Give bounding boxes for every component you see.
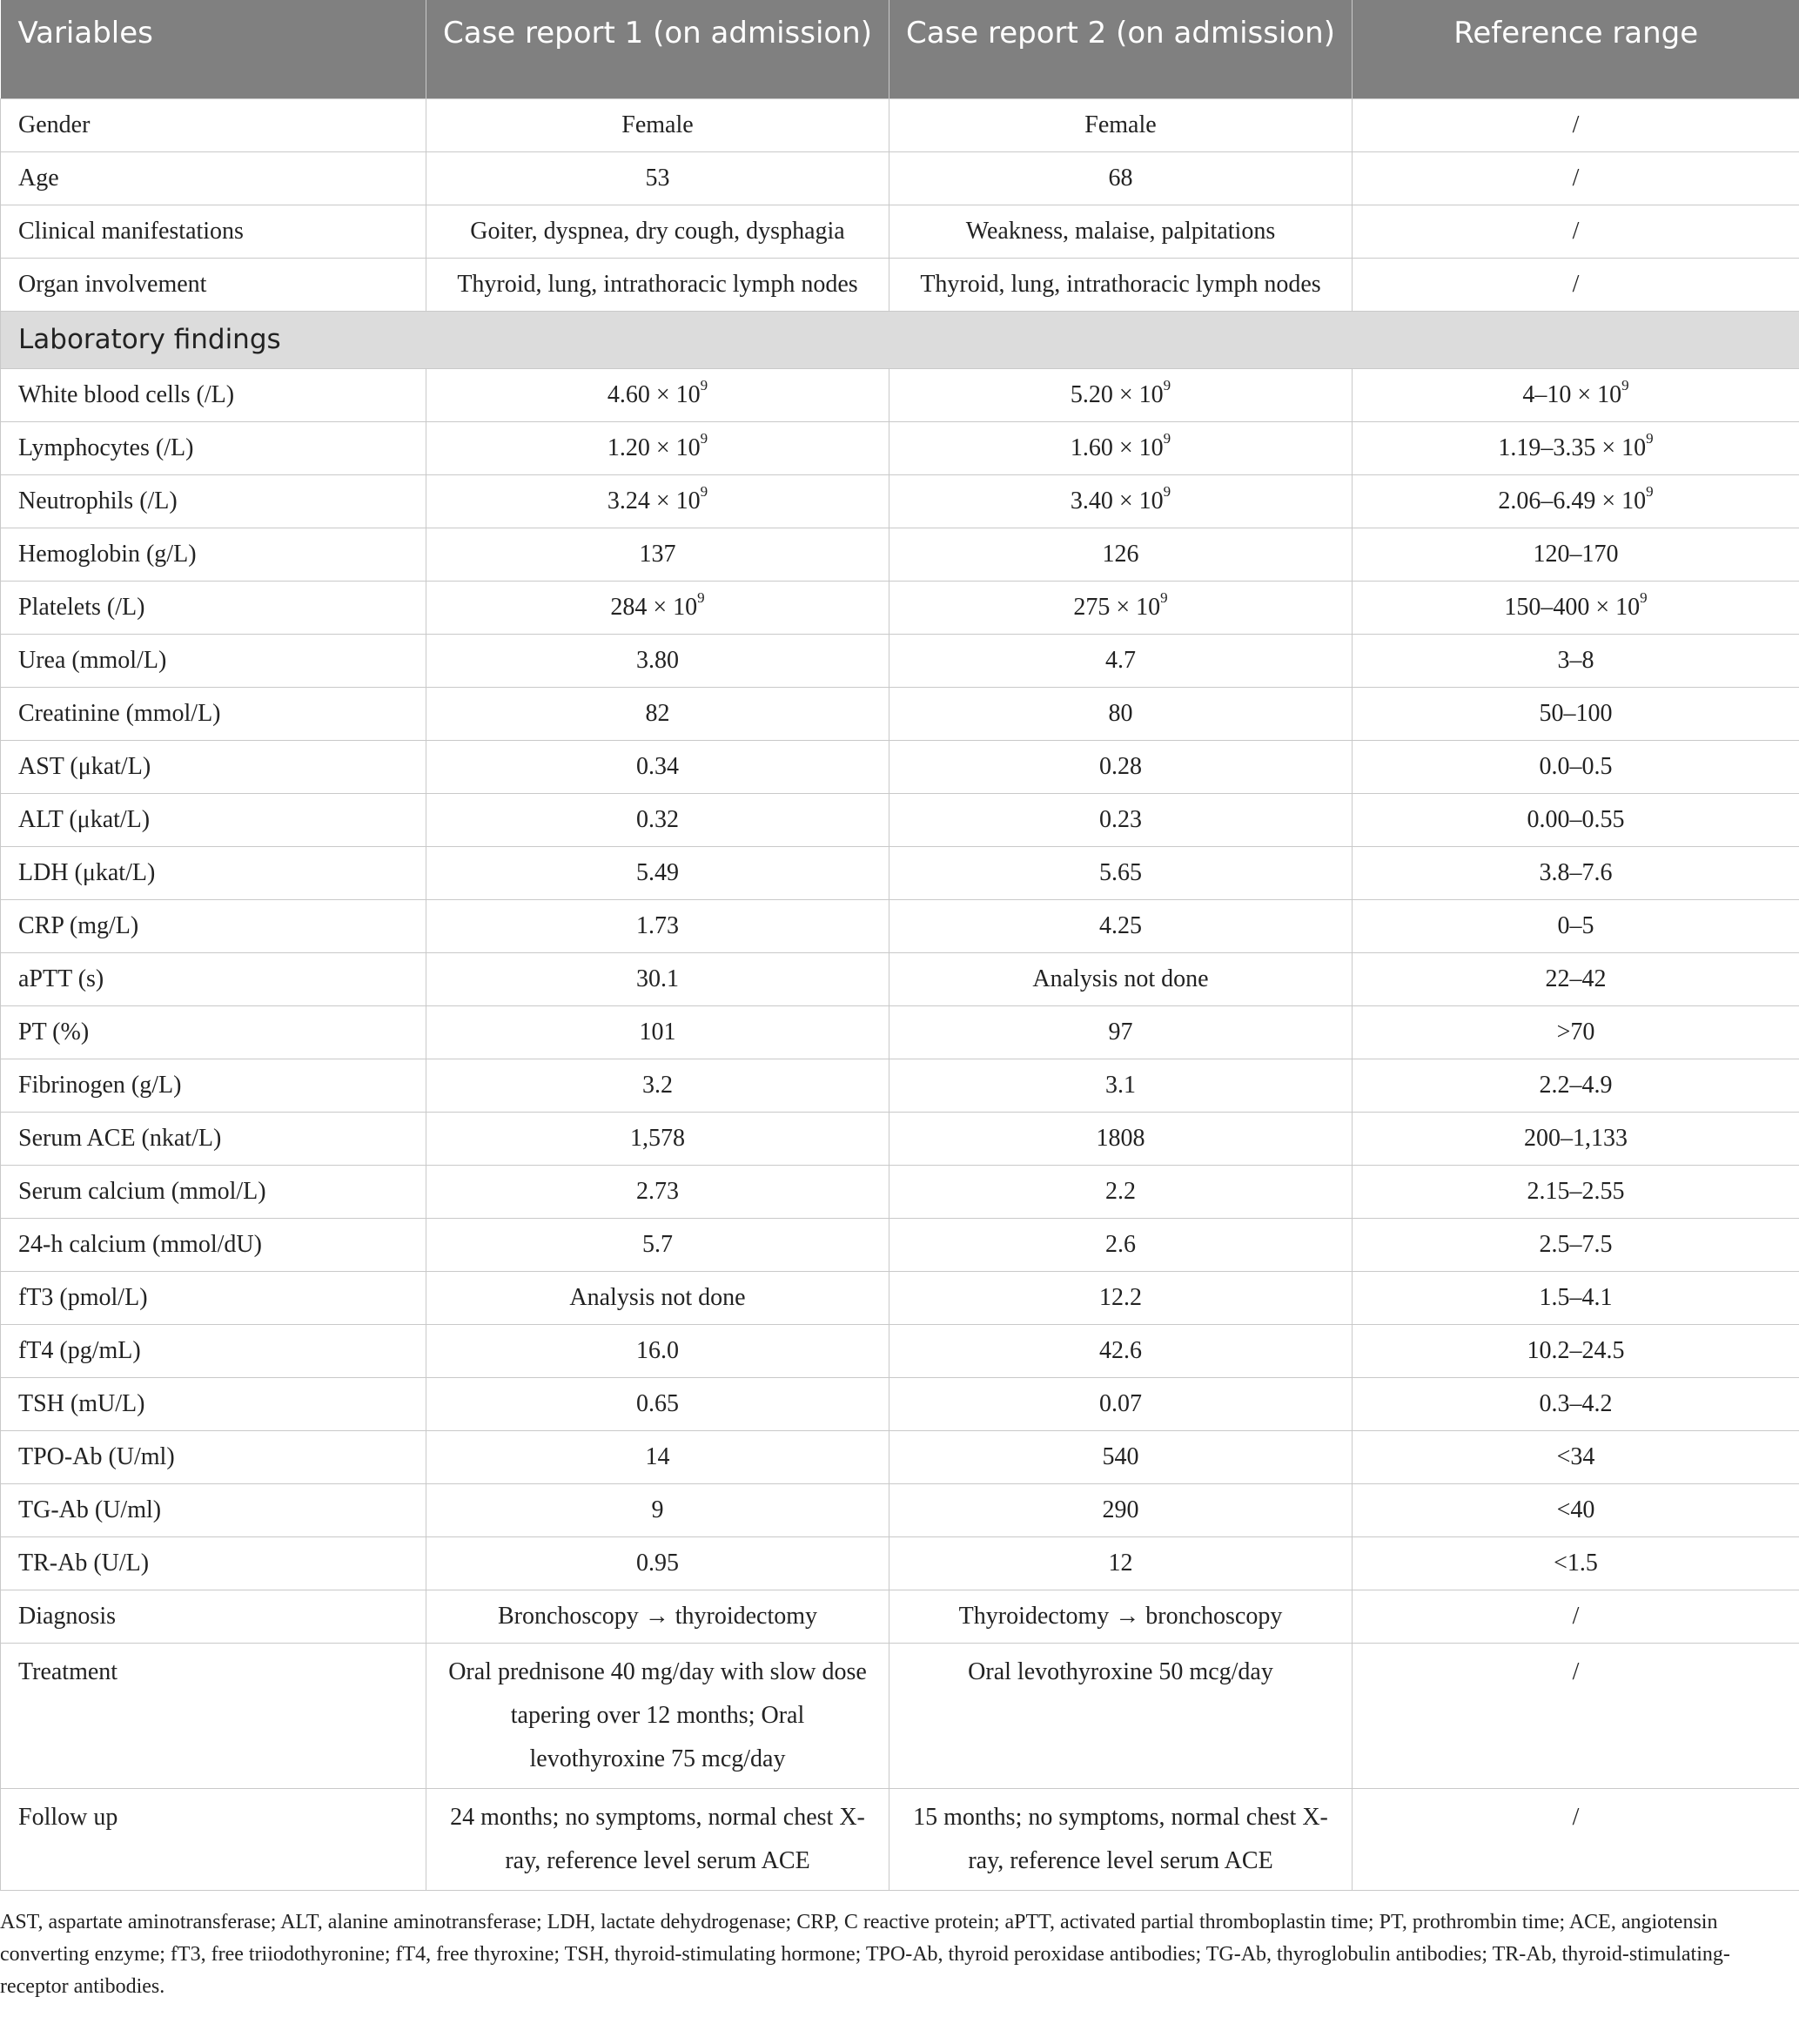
case-2-value: 68 bbox=[889, 151, 1353, 205]
value-exponent: 9 bbox=[700, 377, 708, 394]
case-2-value: Thyroid, lung, intrathoracic lymph nodes bbox=[889, 258, 1353, 311]
table-row bbox=[1, 1324, 1799, 1377]
case-2-value: 42.6 bbox=[889, 1324, 1353, 1377]
reference-value: / bbox=[1353, 98, 1799, 151]
reference-value: 50–100 bbox=[1353, 687, 1799, 740]
table-row bbox=[1, 1112, 1799, 1165]
value-mantissa: 1.20 × 10 bbox=[607, 434, 701, 461]
value-mantissa: 150–400 × 10 bbox=[1504, 593, 1641, 621]
reference-value: 0.0–0.5 bbox=[1353, 740, 1799, 793]
value-exponent: 9 bbox=[1163, 483, 1171, 501]
case-1-value: 5.49 bbox=[426, 846, 889, 899]
row-label: Serum ACE (nkat/L) bbox=[1, 1112, 426, 1165]
table-row bbox=[1, 1536, 1799, 1590]
row-label: aPTT (s) bbox=[1, 952, 426, 1005]
case-2-value: 4.25 bbox=[889, 899, 1353, 952]
case-2-value: 12.2 bbox=[889, 1271, 1353, 1324]
table-row bbox=[1, 740, 1799, 793]
row-label: AST (μkat/L) bbox=[1, 740, 426, 793]
reference-value: 2.15–2.55 bbox=[1353, 1165, 1799, 1218]
reference-value: 10.2–24.5 bbox=[1353, 1324, 1799, 1377]
value-mantissa: 1.60 × 10 bbox=[1070, 434, 1164, 461]
case-1-value: 3.2 bbox=[426, 1059, 889, 1112]
table-row bbox=[1, 1643, 1799, 1788]
row-label: TPO-Ab (U/ml) bbox=[1, 1430, 426, 1483]
case-2-value: 2.6 bbox=[889, 1218, 1353, 1271]
row-label: Neutrophils (/L) bbox=[1, 474, 426, 528]
value-mantissa: 2.06–6.49 × 10 bbox=[1498, 487, 1647, 514]
case-2-value: Female bbox=[889, 98, 1353, 151]
case-1-value: 0.95 bbox=[426, 1536, 889, 1590]
reference-value: 3–8 bbox=[1353, 634, 1799, 687]
reference-value: / bbox=[1353, 1788, 1799, 1890]
header-reference-range: Reference range bbox=[1353, 0, 1799, 98]
table-row bbox=[1, 952, 1799, 1005]
reference-value: 0.00–0.55 bbox=[1353, 793, 1799, 846]
case-1-value: 0.34 bbox=[426, 740, 889, 793]
case-2-value: Weakness, malaise, palpitations bbox=[889, 205, 1353, 258]
row-label: Urea (mmol/L) bbox=[1, 634, 426, 687]
case-2-value: 5.65 bbox=[889, 846, 1353, 899]
value-exponent: 9 bbox=[700, 430, 708, 447]
case-1-value bbox=[426, 368, 889, 421]
reference-value: <34 bbox=[1353, 1430, 1799, 1483]
case-1-value: 53 bbox=[426, 151, 889, 205]
row-label: Diagnosis bbox=[1, 1590, 426, 1643]
case-2-value: Thyroidectomy → bronchoscopy bbox=[889, 1590, 1353, 1643]
reference-value: 120–170 bbox=[1353, 528, 1799, 581]
reference-value: / bbox=[1353, 205, 1799, 258]
reference-value: 2.2–4.9 bbox=[1353, 1059, 1799, 1112]
case-2-value: 4.7 bbox=[889, 634, 1353, 687]
row-label: CRP (mg/L) bbox=[1, 899, 426, 952]
table-row bbox=[1, 1165, 1799, 1218]
case-1-value: 1,578 bbox=[426, 1112, 889, 1165]
value-mantissa: 3.40 × 10 bbox=[1070, 487, 1164, 514]
table-row bbox=[1, 1059, 1799, 1112]
value-mantissa: 284 × 10 bbox=[610, 593, 698, 621]
case-2-value: 540 bbox=[889, 1430, 1353, 1483]
case-2-value: 15 months; no symptoms, normal chest X-ray, reference level serum ACE bbox=[889, 1788, 1353, 1890]
case-1-value: 0.65 bbox=[426, 1377, 889, 1430]
case-1-value: 1.73 bbox=[426, 899, 889, 952]
reference-value bbox=[1353, 421, 1799, 474]
value-exponent: 9 bbox=[697, 589, 705, 607]
case-1-value bbox=[426, 421, 889, 474]
case-2-value: 126 bbox=[889, 528, 1353, 581]
row-label: Fibrinogen (g/L) bbox=[1, 1059, 426, 1112]
case-1-value: 3.80 bbox=[426, 634, 889, 687]
case-1-value: 9 bbox=[426, 1483, 889, 1536]
reference-value bbox=[1353, 368, 1799, 421]
case-1-value: Thyroid, lung, intrathoracic lymph nodes bbox=[426, 258, 889, 311]
table-row bbox=[1, 846, 1799, 899]
table-row bbox=[1, 1483, 1799, 1536]
case-2-value: 12 bbox=[889, 1536, 1353, 1590]
table-row bbox=[1, 421, 1799, 474]
case-1-value: Goiter, dyspnea, dry cough, dysphagia bbox=[426, 205, 889, 258]
case-2-value bbox=[889, 474, 1353, 528]
case-1-value: 2.73 bbox=[426, 1165, 889, 1218]
reference-value: 0–5 bbox=[1353, 899, 1799, 952]
case-2-value bbox=[889, 368, 1353, 421]
reference-value: / bbox=[1353, 151, 1799, 205]
row-label: PT (%) bbox=[1, 1005, 426, 1059]
case-2-value: 290 bbox=[889, 1483, 1353, 1536]
row-label: Follow up bbox=[1, 1788, 426, 1890]
value-exponent: 9 bbox=[1646, 483, 1654, 501]
row-label: TR-Ab (U/L) bbox=[1, 1536, 426, 1590]
reference-value: 3.8–7.6 bbox=[1353, 846, 1799, 899]
table-row bbox=[1, 1005, 1799, 1059]
table-row bbox=[1, 687, 1799, 740]
value-mantissa: 5.20 × 10 bbox=[1070, 380, 1164, 408]
row-label: TSH (mU/L) bbox=[1, 1377, 426, 1430]
case-1-value bbox=[426, 581, 889, 634]
value-exponent: 9 bbox=[1163, 430, 1171, 447]
table-row bbox=[1, 899, 1799, 952]
table-row bbox=[1, 151, 1799, 205]
row-label: TG-Ab (U/ml) bbox=[1, 1483, 426, 1536]
table-row bbox=[1, 98, 1799, 151]
row-label: Lymphocytes (/L) bbox=[1, 421, 426, 474]
reference-value: 200–1,133 bbox=[1353, 1112, 1799, 1165]
reference-value: 0.3–4.2 bbox=[1353, 1377, 1799, 1430]
header-case-2: Case report 2 (on admission) bbox=[889, 0, 1353, 98]
reference-value: 22–42 bbox=[1353, 952, 1799, 1005]
case-1-value: 101 bbox=[426, 1005, 889, 1059]
table-row bbox=[1, 474, 1799, 528]
table-row bbox=[1, 1430, 1799, 1483]
case-1-value: 24 months; no symptoms, normal chest X-ray, reference level serum ACE bbox=[426, 1788, 889, 1890]
case-1-value bbox=[426, 474, 889, 528]
case-1-value: Female bbox=[426, 98, 889, 151]
case-2-value: 2.2 bbox=[889, 1165, 1353, 1218]
reference-value: / bbox=[1353, 1643, 1799, 1788]
case-2-value: 0.23 bbox=[889, 793, 1353, 846]
row-label: 24-h calcium (mmol/dU) bbox=[1, 1218, 426, 1271]
case-1-value: 5.7 bbox=[426, 1218, 889, 1271]
row-label: Platelets (/L) bbox=[1, 581, 426, 634]
case-1-value: Bronchoscopy → thyroidectomy bbox=[426, 1590, 889, 1643]
row-label: fT3 (pmol/L) bbox=[1, 1271, 426, 1324]
table-row bbox=[1, 258, 1799, 311]
case-2-value: 0.28 bbox=[889, 740, 1353, 793]
case-2-value: 80 bbox=[889, 687, 1353, 740]
table-row bbox=[1, 793, 1799, 846]
reference-value: 1.5–4.1 bbox=[1353, 1271, 1799, 1324]
table-row bbox=[1, 368, 1799, 421]
table-row bbox=[1, 1218, 1799, 1271]
table-row bbox=[1, 581, 1799, 634]
reference-value bbox=[1353, 474, 1799, 528]
table-header-row bbox=[1, 0, 1799, 98]
value-exponent: 9 bbox=[1163, 377, 1171, 394]
value-mantissa: 3.24 × 10 bbox=[607, 487, 701, 514]
reference-value bbox=[1353, 581, 1799, 634]
row-label: Creatinine (mmol/L) bbox=[1, 687, 426, 740]
row-label: LDH (μkat/L) bbox=[1, 846, 426, 899]
table-row bbox=[1, 634, 1799, 687]
row-label: White blood cells (/L) bbox=[1, 368, 426, 421]
row-label: Clinical manifestations bbox=[1, 205, 426, 258]
case-1-value: Oral prednisone 40 mg/day with slow dose tapering over 12 months; Oral levothyroxine 75 mcg/day bbox=[426, 1643, 889, 1788]
case-1-value: 16.0 bbox=[426, 1324, 889, 1377]
reference-value: <1.5 bbox=[1353, 1536, 1799, 1590]
case-2-value: 3.1 bbox=[889, 1059, 1353, 1112]
case-2-value bbox=[889, 421, 1353, 474]
reference-value: >70 bbox=[1353, 1005, 1799, 1059]
row-label: Serum calcium (mmol/L) bbox=[1, 1165, 426, 1218]
reference-value: <40 bbox=[1353, 1483, 1799, 1536]
case-1-value: 14 bbox=[426, 1430, 889, 1483]
table-row bbox=[1, 1788, 1799, 1890]
section-label: Laboratory findings bbox=[1, 311, 1799, 368]
case-1-value: 137 bbox=[426, 528, 889, 581]
case-2-value: 1808 bbox=[889, 1112, 1353, 1165]
case-2-value: Oral levothyroxine 50 mcg/day bbox=[889, 1643, 1353, 1788]
row-label: fT4 (pg/mL) bbox=[1, 1324, 426, 1377]
reference-value: 2.5–7.5 bbox=[1353, 1218, 1799, 1271]
case-1-value: 30.1 bbox=[426, 952, 889, 1005]
table-row bbox=[1, 1271, 1799, 1324]
value-exponent: 9 bbox=[1160, 589, 1168, 607]
row-label: ALT (μkat/L) bbox=[1, 793, 426, 846]
reference-value: / bbox=[1353, 258, 1799, 311]
case-1-value: 0.32 bbox=[426, 793, 889, 846]
row-label: Gender bbox=[1, 98, 426, 151]
value-mantissa: 1.19–3.35 × 10 bbox=[1498, 434, 1647, 461]
value-mantissa: 275 × 10 bbox=[1073, 593, 1161, 621]
value-exponent: 9 bbox=[1646, 430, 1654, 447]
table-row bbox=[1, 1377, 1799, 1430]
row-label: Organ involvement bbox=[1, 258, 426, 311]
value-exponent: 9 bbox=[1621, 377, 1629, 394]
table-row bbox=[1, 205, 1799, 258]
value-mantissa: 4.60 × 10 bbox=[607, 380, 701, 408]
case-1-value: 82 bbox=[426, 687, 889, 740]
case-2-value: 97 bbox=[889, 1005, 1353, 1059]
header-variables: Variables bbox=[1, 0, 426, 98]
table-footnote: AST, aspartate aminotransferase; ALT, alanine aminotransferase; LDH, lactate dehydrogenase; CRP, C reactive protein; aPTT, activated partial thromboplastin time; PT, prothrombin time; ACE, angiotensin converting enzyme; fT3, free triiodothyronine; fT4, free thyroxine; TSH, thyroid-stimulating hormone; TPO-Ab, thyroid peroxidase antibodies; TG-Ab, thyroglobulin antibodies; TR-Ab, thyroid-stimulating-receptor antibodies. bbox=[0, 1911, 1730, 1998]
case-1-value: Analysis not done bbox=[426, 1271, 889, 1324]
value-exponent: 9 bbox=[1640, 589, 1648, 607]
value-mantissa: 4–10 × 10 bbox=[1522, 380, 1622, 408]
case-2-value: Analysis not done bbox=[889, 952, 1353, 1005]
value-exponent: 9 bbox=[700, 483, 708, 501]
table-row bbox=[1, 1590, 1799, 1643]
case-2-value: 0.07 bbox=[889, 1377, 1353, 1430]
case-2-value bbox=[889, 581, 1353, 634]
row-label: Hemoglobin (g/L) bbox=[1, 528, 426, 581]
row-label: Treatment bbox=[1, 1643, 426, 1788]
row-label: Age bbox=[1, 151, 426, 205]
reference-value: / bbox=[1353, 1590, 1799, 1643]
table-row bbox=[1, 528, 1799, 581]
header-case-1: Case report 1 (on admission) bbox=[426, 0, 889, 98]
section-row bbox=[1, 311, 1799, 368]
